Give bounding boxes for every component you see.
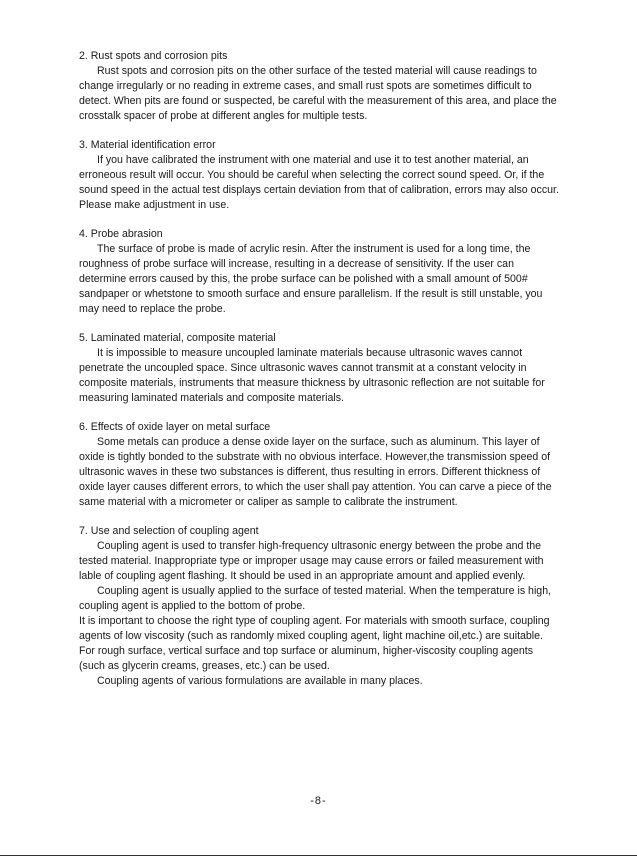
bottom-divider — [0, 855, 637, 856]
section-material-identification — [79, 138, 559, 213]
section-paragraph: It is impossible to measure uncoupled laminate materials because ultrasonic waves cannot penetrate the uncoupled space. Since ultrasonic waves cannot transmit at a constant velocity in composite materials, instruments that measure thickness by ultrasonic reflection are not suitable for measuring laminated materials and composite materials. — [79, 347, 545, 404]
section-paragraph: If you have calibrated the instrument with one material and use it to test another material, an erroneous result will occur. You should be careful when selecting the correct sound speed. Or, if the sound speed in the actual test displays certain deviation from that of calibration, errors may also occur. Please make adjustment in use. — [79, 154, 559, 211]
section-probe-abrasion — [79, 227, 559, 317]
section-oxide-layer — [79, 420, 559, 510]
section-coupling-agent — [79, 524, 559, 689]
section-heading: 3. Material identification error — [79, 139, 216, 151]
section-rust-spots — [79, 49, 559, 124]
section-heading: 6. Effects of oxide layer on metal surface — [79, 421, 271, 433]
section-heading: 5. Laminated material, composite material — [79, 332, 276, 344]
section-paragraph: Rust spots and corrosion pits on the other surface of the tested material will cause readings to change irregularly or no reading in extreme cases, and small rust spots are sometimes difficult to detect. When pits are found or suspected, be careful with the measurement of this area, and place the crosstalk spacer of probe at different angles for multiple tests. — [79, 65, 557, 122]
section-paragraph: It is important to choose the right type of coupling agent. For materials with smooth surface, coupling agents of low viscosity (such as randomly mixed coupling agent, light machine oil,etc.) are suitable. For rough surface, vertical surface and top surface or aluminum, higher-viscosity coupling agents (such as glycerin creams, greases, etc.) can be used. — [79, 615, 550, 672]
section-heading: 2. Rust spots and corrosion pits — [79, 50, 228, 62]
section-paragraph: Coupling agent is used to transfer high-frequency ultrasonic energy between the probe and the tested material. Inappropriate type or improper usage may cause errors or failed measurement with lable of coupling agent flashing. It should be used in an appropriate amount and applied evenly. — [79, 540, 544, 582]
section-paragraph: Coupling agents of various formulations are available in many places. — [97, 675, 423, 687]
section-paragraph: Some metals can produce a dense oxide layer on the surface, such as aluminum. This layer of oxide is tightly bonded to the substrate with no obvious interface. However,the transmission speed of ultrasonic waves in these two substances is different, thus resulting in errors. Different thickness of oxide layer causes different errors, to which the user shall pay attention. You can carve a piece of the same material with a micrometer or caliper as sample to calibrate the instrument. — [79, 436, 552, 508]
section-paragraph: Coupling agent is usually applied to the surface of tested material. When the temperature is high, coupling agent is applied to the bottom of probe. — [79, 585, 552, 612]
section-heading: 7. Use and selection of coupling agent — [79, 525, 259, 537]
section-paragraph: The surface of probe is made of acrylic resin. After the instrument is used for a long time, the roughness of probe surface will increase, resulting in a decrease of sensitivity. If the user can determine errors caused by this, the probe surface can be polished with a small amount of 500# sandpaper or whetstone to smooth surface and ensure parallelism. If the result is still unstable, you may need to replace the probe. — [79, 243, 543, 315]
section-laminated-material — [79, 331, 559, 406]
page-content — [79, 49, 559, 703]
section-heading: 4. Probe abrasion — [79, 228, 163, 240]
page-number: -8- — [310, 795, 327, 807]
